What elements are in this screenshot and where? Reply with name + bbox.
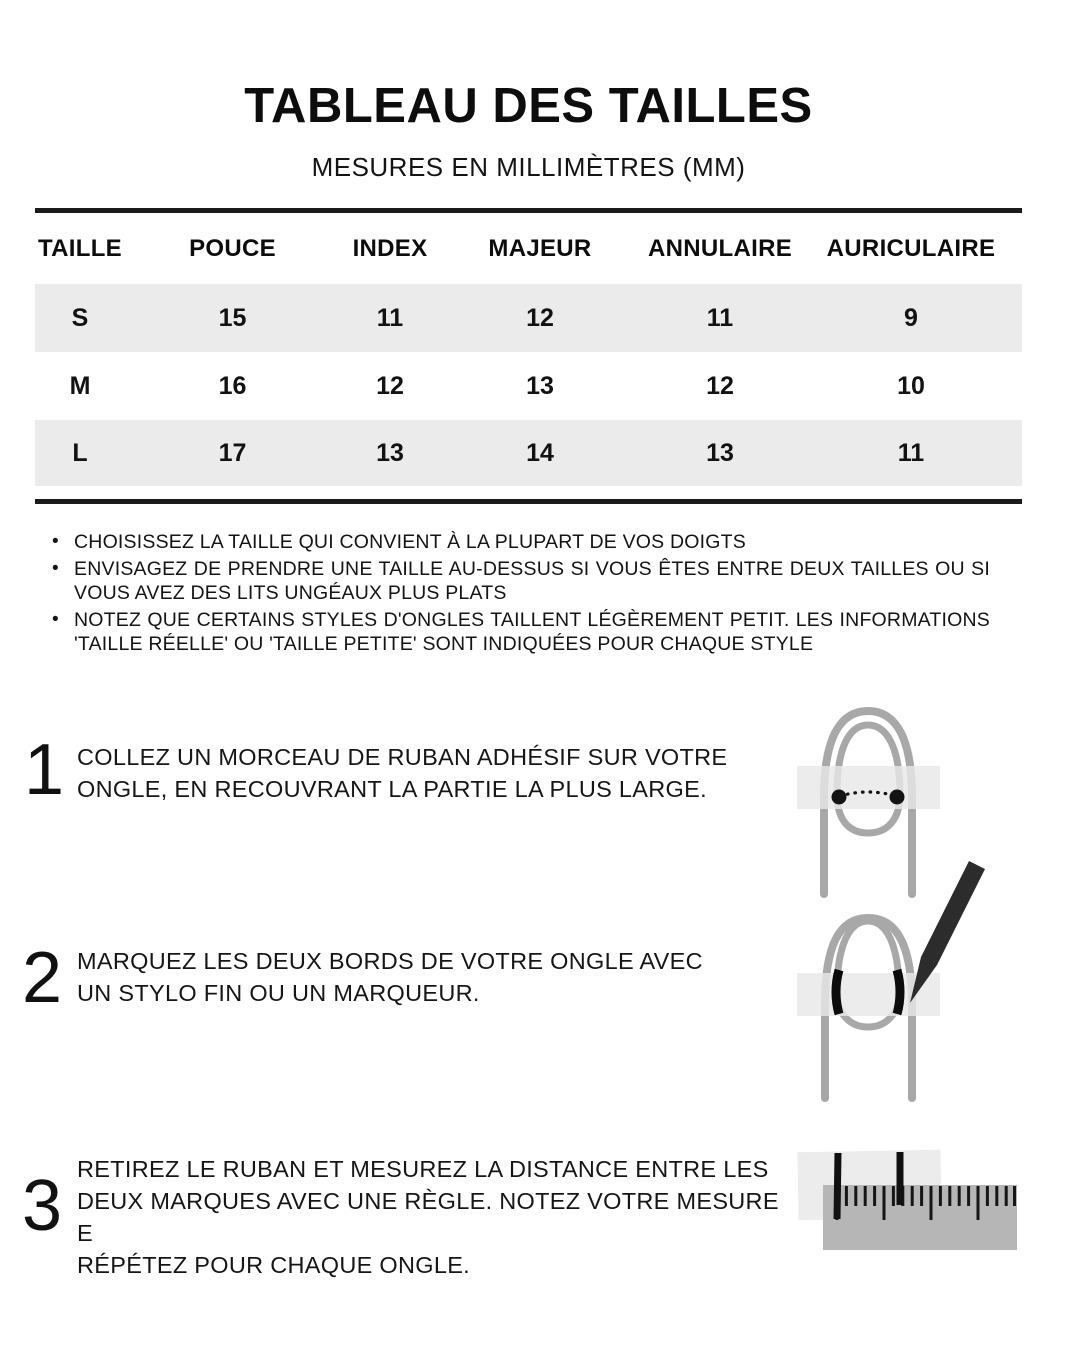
note-line: 'TAILLE RÉELLE' OU 'TAILLE PETITE' SONT INDIQUÉES POUR CHAQUE STYLE <box>74 633 814 655</box>
note-item <box>50 557 990 605</box>
page-title: TABLEAU DES TAILLES <box>244 79 813 133</box>
measure-dot-left <box>832 790 847 805</box>
tape-mark-left <box>837 1153 838 1219</box>
step-1-number: 1 <box>24 730 65 810</box>
table-row-m <box>35 352 1022 420</box>
step-2-text: MARQUEZ LES DEUX BORDS DE VOTRE ONGLE AVEC UN STYLO FIN OU UN MARQUEUR. <box>77 948 703 1006</box>
measure-dot-right <box>890 790 905 805</box>
value-majeur: 13 <box>526 371 554 400</box>
tape-ruler-illustration <box>785 1145 1025 1260</box>
note-line: • NOTEZ QUE CERTAINS STYLES D'ONGLES TAILLENT LÉGÈREMENT PETIT. LES INFORMATIONS <box>74 609 990 631</box>
divider-bottom <box>35 499 1022 504</box>
step-2-number: 2 <box>22 938 63 1018</box>
column-header-index: INDEX <box>352 235 428 262</box>
value-annulaire: 12 <box>706 371 734 400</box>
column-header-pouce: POUCE <box>189 235 276 262</box>
step-3-number: 3 <box>22 1166 63 1246</box>
value-majeur: 14 <box>526 438 554 467</box>
marker-pen-icon <box>910 861 985 1003</box>
value-annulaire: 11 <box>706 303 734 332</box>
tape-strip <box>797 766 940 809</box>
nail-mark-right <box>897 970 900 1014</box>
step-3-text: RETIREZ LE RUBAN ET MESUREZ LA DISTANCE ENTRE LES DEUX MARQUES AVEC UNE RÈGLE. NOTEZ VOTRE MESURE E RÉPÉTEZ POUR CHAQUE ONGLE. <box>77 1156 779 1278</box>
size-label: L <box>72 438 88 467</box>
value-majeur: 12 <box>526 303 554 332</box>
note-line: • CHOISISSEZ LA TAILLE QUI CONVIENT À LA PLUPART DE VOS DOIGTS <box>74 531 746 553</box>
size-table-header <box>35 214 1022 284</box>
column-header-majeur: MAJEUR <box>488 235 592 262</box>
value-auriculaire: 9 <box>904 303 918 332</box>
value-pouce: 16 <box>218 371 247 400</box>
page-subtitle: MESURES EN MILLIMÈTRES (MM) <box>311 152 746 182</box>
note-item <box>50 608 990 656</box>
value-auriculaire: 11 <box>897 438 925 467</box>
value-auriculaire: 10 <box>897 371 925 400</box>
value-annulaire: 13 <box>706 438 734 467</box>
value-index: 13 <box>376 438 404 467</box>
note-line: VOUS AVEZ DES LITS UNGÉAUX PLUS PLATS <box>74 582 507 604</box>
column-header-taille: TAILLE <box>37 235 122 262</box>
note-line: • ENVISAGEZ DE PRENDRE UNE TAILLE AU-DESSUS SI VOUS ÊTES ENTRE DEUX TAILLES OU SI <box>74 558 990 580</box>
column-header-annulaire: ANNULAIRE <box>647 235 793 262</box>
notes-list <box>50 530 990 659</box>
size-label: S <box>71 303 89 332</box>
table-row-l <box>35 420 1022 486</box>
column-header-auriculaire: AURICULAIRE <box>826 235 996 262</box>
value-pouce: 15 <box>218 303 247 332</box>
finger-marks-pen-illustration <box>773 852 985 1108</box>
nail-mark-left <box>836 970 839 1014</box>
size-label: M <box>69 371 91 400</box>
divider-top <box>35 208 1022 213</box>
step-1-text: COLLEZ UN MORCEAU DE RUBAN ADHÉSIF SUR VOTRE ONGLE, EN RECOUVRANT LA PARTIE LA PLUS LARGE. <box>77 744 728 802</box>
note-item <box>50 530 990 554</box>
value-index: 11 <box>376 303 404 332</box>
value-pouce: 17 <box>218 438 247 467</box>
value-index: 12 <box>376 371 404 400</box>
table-row-s <box>35 284 1022 352</box>
